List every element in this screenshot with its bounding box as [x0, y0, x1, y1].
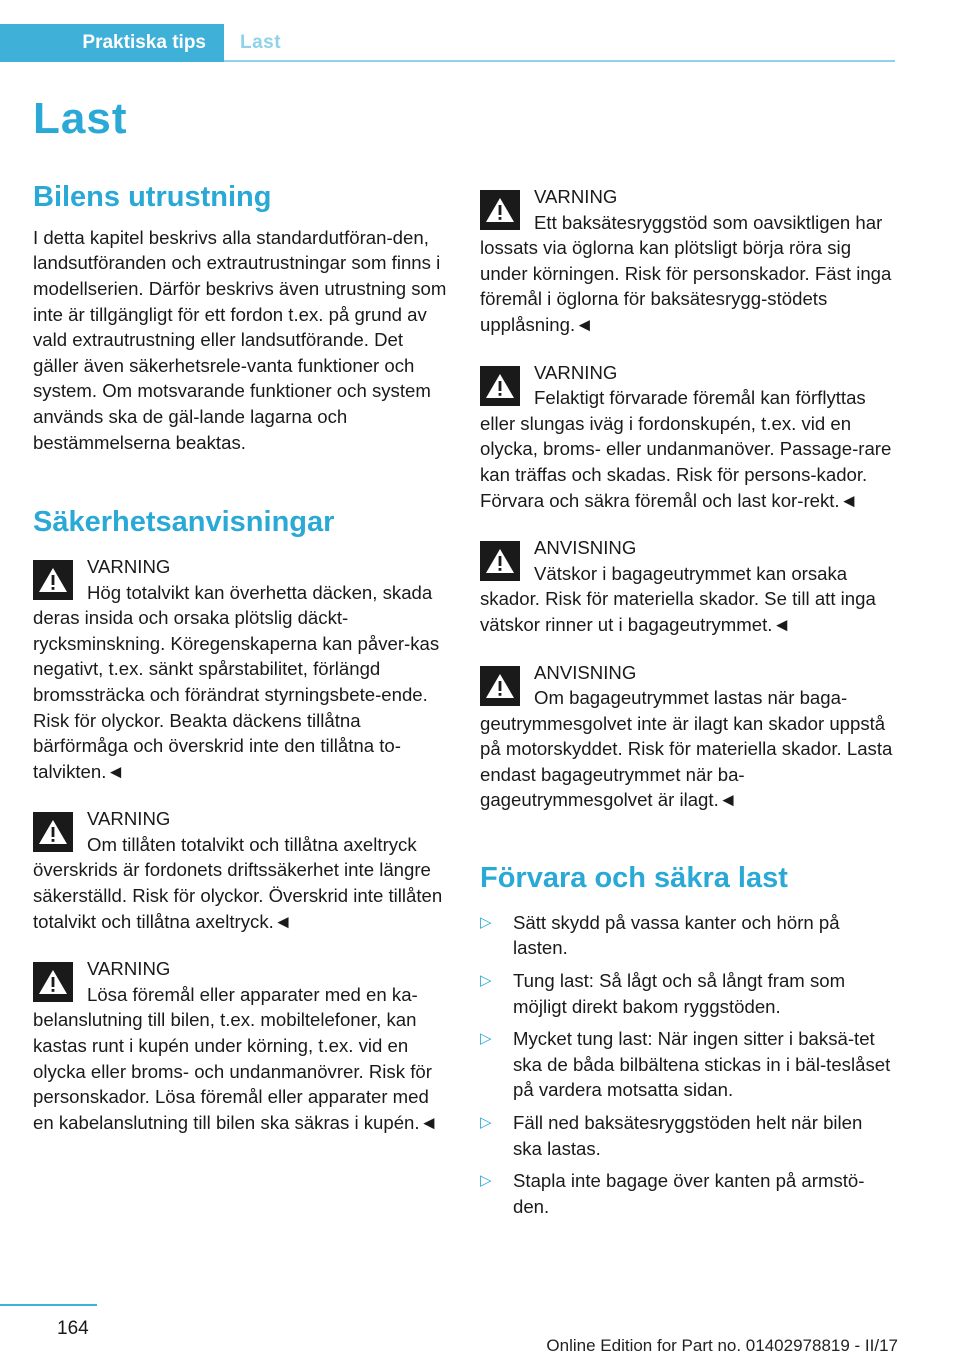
edition-footer: Online Edition for Part no. 01402978819 - II/17: [546, 1336, 898, 1355]
warning-text: Felaktigt förvarade föremål kan förflyttas eller slungas iväg i fordonskupén, t.ex. vid en olycka, broms- eller undanmanöver. Passage-rare kan träffas och skadas. Risk för persons-kador. Förvara och säkra föremål och last kor-rekt.◄: [480, 387, 892, 511]
notice-text: Vätskor i bagageutrymmet kan orsaka skador. Risk för materiella skador. Se till att inga vätskor rinner ut i bagageutrymmet.◄: [480, 562, 876, 635]
notice-text: Om bagageutrymmet lastas när baga-geutrymmesgolvet inte är ilagt kan skador uppstå på motorskyddet. Risk för materiella skador. Lasta endast bagageutrymmet när ba-gageutrymmesgolvet är ilagt.◄: [480, 687, 893, 811]
warning-label: VARNING: [87, 555, 171, 577]
warning-block: [33, 554, 447, 784]
intro-paragraph: I detta kapitel beskrivs alla standardutföran-den, landsutföranden och extrautrustningar som finns i modellserien. Därför beskrivs även utrustning som inte är tillgängligt för ett fordon t.ex. på grund av vald extrautrustning eller landsutförande. Det gäller även säkerhetsrele-vanta funktioner och system. Om motsvarande funktioner och system används ska de gäl-lande lagarna och bestämmelserna beaktas.: [33, 226, 447, 453]
triangle-bullet-icon: ▷: [480, 1114, 492, 1132]
list-item: ▷ Sätt skydd på vassa kanter och hörn på lasten.: [480, 911, 840, 959]
triangle-bullet-icon: ▷: [480, 913, 492, 931]
header-rule: [224, 60, 895, 62]
warning-text: Hög totalvikt kan överhetta däcken, skada deras insida och orsaka plötslig däckt-rycksminskning. Köregenskaperna kan påver-kas negativt, t.ex. sänkt spårstabilitet, förlängd bromssträcka och förändrat styrningsbete-ende. Risk för olyckor. Beakta däckens tillåtna bärförmåga och överskrid inte den tillåtna to-talvikten.◄: [33, 581, 440, 782]
left-column: [33, 180, 447, 1157]
warning-text: Ett baksätesryggstöd som oavsiktligen har lossats via öglorna kan plötsligt börja röra sig under körningen. Risk för personskador. Fäst inga föremål i öglorna för baksätesrygg-stödets upplåsning.◄: [480, 211, 892, 335]
notice-block: [480, 535, 894, 637]
warning-block: [33, 806, 447, 934]
list-item: ▷ Mycket tung last: När ingen sitter i baksä-tet ska de båda bilbältena stickas in i bäl-teslåset på vardera motsatta sidan.: [480, 1028, 891, 1101]
list-item: ▷ Stapla inte bagage över kanten på armstö-den.: [480, 1170, 865, 1217]
warning-text: Lösa föremål eller apparater med en ka-belanslutning till bilen, t.ex. mobiltelefoner, kan kastas runt i kupén under körning, t.ex. vid en olycka eller broms- och undanmanövrer. Risk för personskador. Lösa föremål eller apparater med en kabelanslutning till bilen ska säkras i kupén.◄: [33, 983, 438, 1133]
warning-icon: [480, 366, 520, 406]
triangle-bullet-icon: ▷: [480, 1172, 492, 1190]
notice-block: [480, 660, 894, 814]
warning-label: VARNING: [534, 186, 618, 207]
warning-icon: [480, 541, 520, 581]
notice-label: ANVISNING: [534, 537, 637, 559]
warning-block: [33, 956, 447, 1135]
list-item: ▷ Fäll ned baksätesryggstöden helt när bilen ska lastas.: [480, 1112, 863, 1159]
warning-icon: [33, 812, 73, 852]
right-column: [480, 184, 894, 1226]
triangle-bullet-icon: ▷: [480, 972, 492, 990]
warning-block: [480, 184, 894, 338]
warning-icon: [33, 962, 73, 1002]
warning-icon: [480, 666, 520, 706]
warning-label: VARNING: [534, 361, 618, 383]
page-title: Last: [33, 94, 128, 143]
loading-tips-list: [480, 910, 894, 1220]
warning-block: [480, 360, 894, 514]
section-tab: Praktiska tips: [0, 24, 224, 62]
heading-bilens-utrustning: Bilens utrustning: [33, 181, 272, 213]
warning-label: VARNING: [87, 958, 171, 980]
footer-rule: [0, 1304, 97, 1306]
page-number: 164: [57, 1318, 89, 1339]
heading-sakerhetsanvisningar: Säkerhetsanvisningar: [33, 506, 335, 539]
warning-icon: [480, 190, 520, 230]
warning-icon: [33, 560, 73, 600]
notice-label: ANVISNING: [534, 661, 637, 683]
list-item: ▷ Tung last: Så lågt och så långt fram som möjligt direkt bakom ryggstöden.: [480, 970, 846, 1017]
heading-forvara-och-sakra-last: Förvara och säkra last: [480, 862, 788, 895]
breadcrumb-page: Last: [240, 32, 282, 53]
warning-text: Om tillåten totalvikt och tillåtna axeltryck överskrids är fordonets driftssäkerhet inte längre säkerställd. Risk för olyckor. Överskrid inte tillåten totalvikt och tillåtna axeltryck.◄: [33, 833, 443, 932]
warning-label: VARNING: [87, 808, 171, 830]
triangle-bullet-icon: ▷: [480, 1030, 492, 1048]
